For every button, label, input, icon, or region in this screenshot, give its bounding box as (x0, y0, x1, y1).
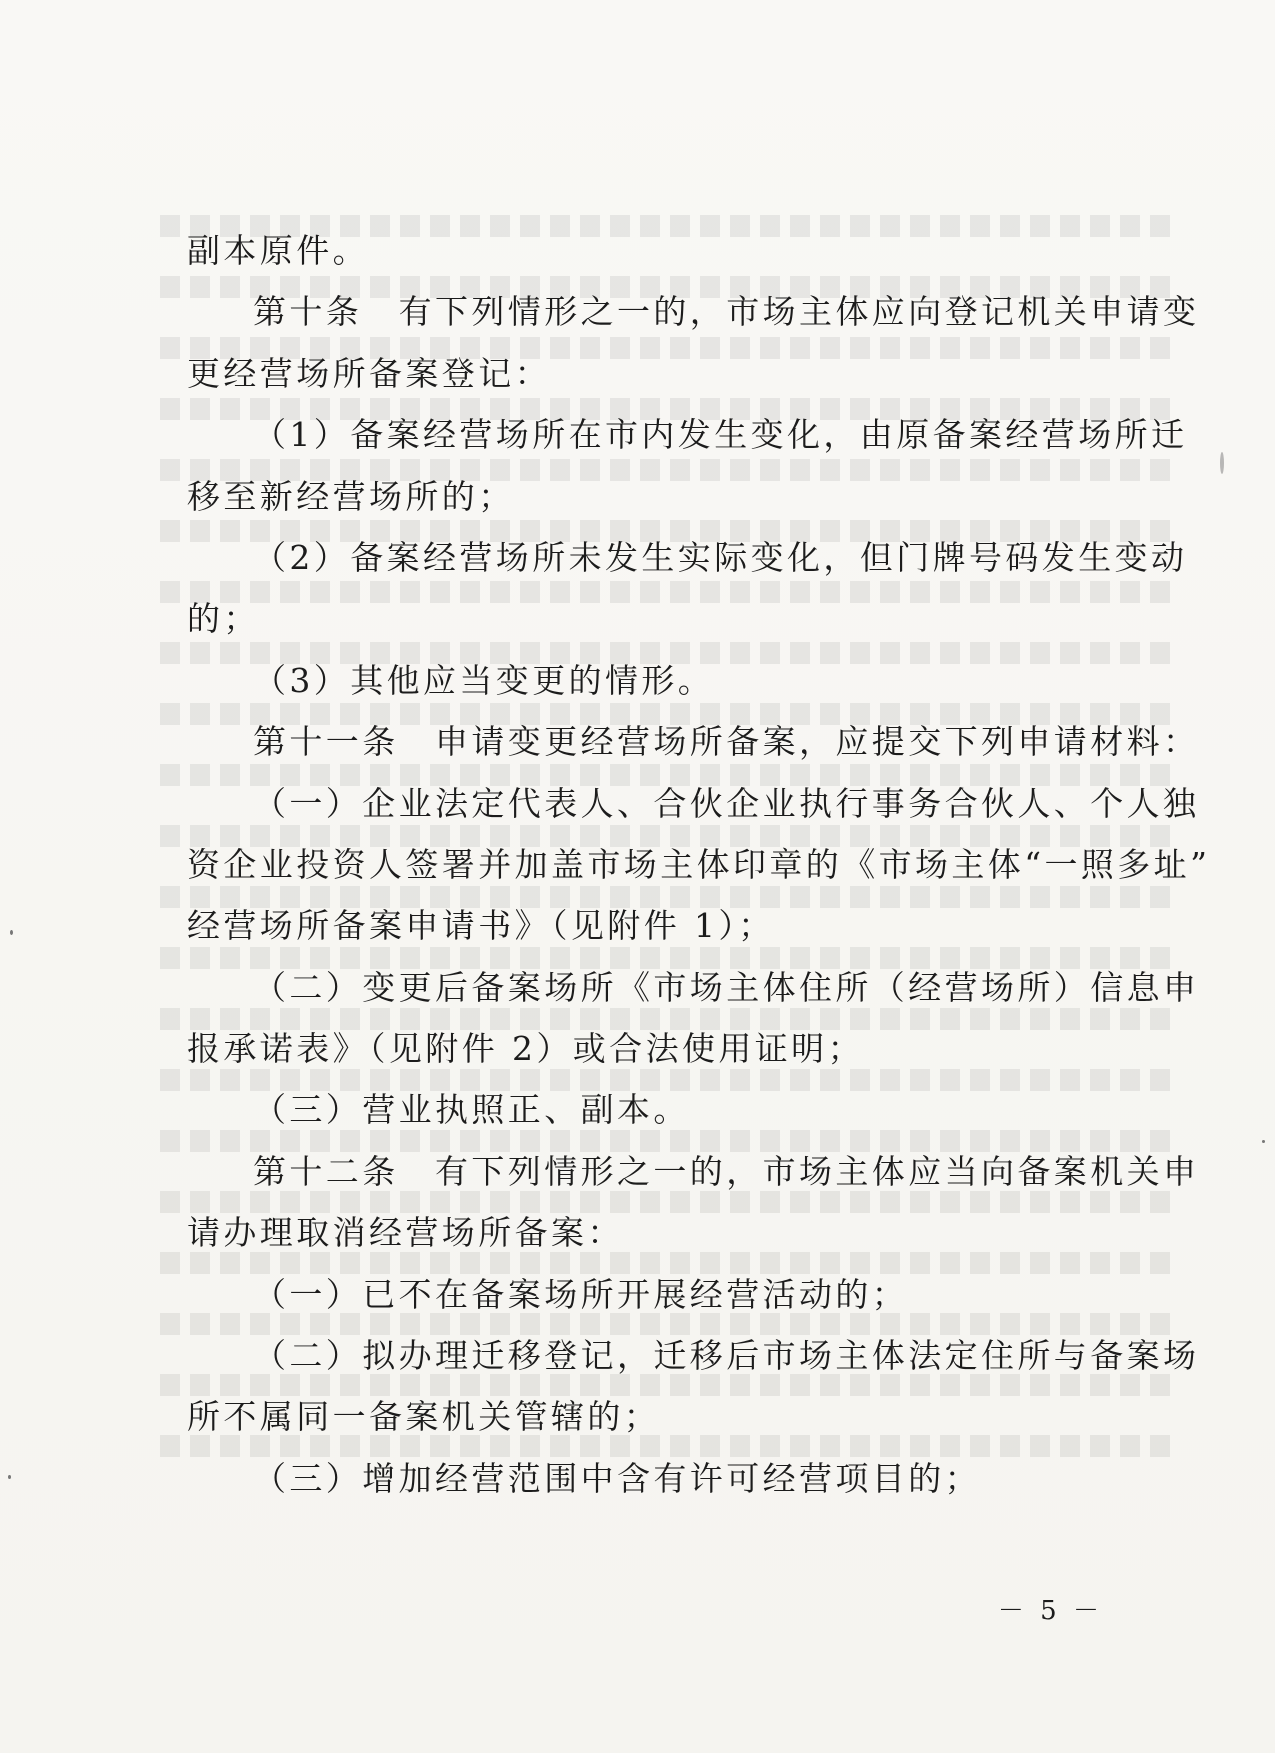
list-item-line: （一）企业法定代表人、合伙企业执行事务合伙人、个人独 (253, 783, 1200, 823)
article-12-heading-line: 第十二条 有下列情形之一的，市场主体应当向备案机关申 (253, 1151, 1200, 1191)
text-line: 请办理取消经营场所备案： (187, 1213, 624, 1253)
list-item-line: （二）拟办理迁移登记，迁移后市场主体法定住所与备案场 (253, 1336, 1200, 1376)
text-line: 的； (187, 599, 260, 639)
list-item-line: （3）其他应当变更的情形。 (253, 660, 715, 700)
list-item-line: （1）备案经营场所在市内发生变化，由原备案经营场所迁 (253, 415, 1188, 455)
list-item-line: （三）增加经营范围中含有许可经营项目的； (253, 1458, 981, 1498)
scan-speck (8, 1475, 11, 1479)
body-text (187, 220, 1211, 1509)
scan-speck (1220, 452, 1224, 474)
page-number: － 5 － (997, 1596, 1103, 1626)
list-item-line: （二）变更后备案场所《市场主体住所（经营场所）信息申 (253, 967, 1200, 1007)
text-line: 副本原件。 (187, 231, 369, 270)
article-10-heading-line: 第十条 有下列情形之一的，市场主体应向登记机关申请变 (253, 292, 1200, 332)
text-line: 经营场所备案申请书》（见附件 1）； (187, 906, 775, 946)
text-line: 移至新经营场所的； (187, 476, 515, 516)
article-11-heading-line: 第十一条 申请变更经营场所备案，应提交下列申请材料： (253, 722, 1200, 762)
list-item-line: （一）已不在备案场所开展经营活动的； (253, 1274, 909, 1314)
text-line: 更经营场所备案登记： (187, 353, 551, 393)
text-line: 资企业投资人签署并加盖市场主体印章的《市场主体“一照多址” (187, 844, 1211, 884)
text-line: 报承诺表》（见附件 2）或合法使用证明； (187, 1029, 864, 1069)
text-line: 所不属同一备案机关管辖的； (187, 1397, 661, 1437)
scan-speck (1262, 1140, 1265, 1143)
list-item-line: （2）备案经营场所未发生实际变化，但门牌号码发生变动 (253, 537, 1188, 577)
scan-speck (10, 930, 13, 935)
list-item-line: （三）营业执照正、副本。 (253, 1090, 690, 1130)
